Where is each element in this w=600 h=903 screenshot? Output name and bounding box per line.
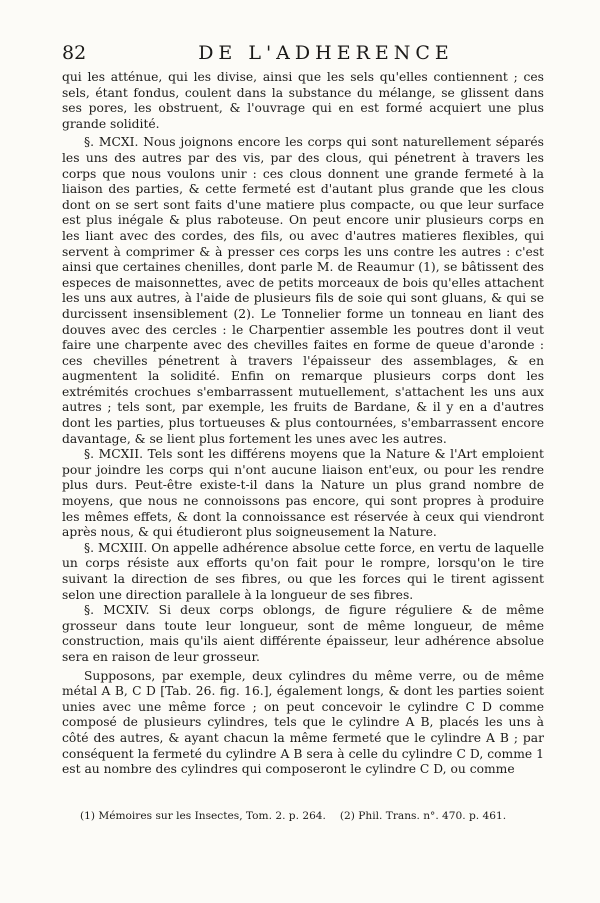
running-title: DE L'ADHERENCE [198,42,454,64]
body-text [62,70,544,778]
paragraph-supposons: Supposons, par exemple, deux cylindres du même verre, ou de même métal A B, C D [Tab. 26. fig. 16.], également longs, & dont les parties soient unies avec une même force ; on peut concevoir le cylindre C D comme composé de plusieurs cylindres, tels que le cylindre A B, placés les uns à côté des autres, & ayant chacun la même fermeté que le cylindre A B ; par conséquent la fermeté du cylindre A B sera à celle du cylindre C D, comme 1 est au nombre des cylindres qui composeront le cylindre C D, ou comme [62,668,544,777]
page-number: 82 [62,42,87,64]
footnote-1: (1) Mémoires sur les Insectes, Tom. 2. p. 264. [80,810,326,822]
paragraph-mcxi: §. MCXI. Nous joignons encore les corps qui sont naturellement séparés les uns des autres par des vis, par des clous, qui pénetrent à travers les corps que nous voulons unir : ces clous donnent une grande fermeté à la liaison des parties, & cette fermeté est d'autant plus grande que les clous dont on se sert sont faits d'une matiere plus compacte, ou que leur surface est plus inégale & plus raboteuse. On peut encore unir plusieurs corps en les liant avec des cordes, des fils, ou avec d'autres matieres flexibles, qui servent à comprimer & à presser ces corps les uns contre les autres : c'est ainsi que certaines chenilles, dont parle M. de Reaumur (1), se bâtissent des especes de maisonnettes, avec de petits morceaux de bois qu'elles attachent les uns aux autres, à l'aide de plusieurs fils de soie qui sont gluans, & qui se durcissent insensiblement (2). Le Tonnelier forme un tonneau en liant des douves avec des cercles : le Charpentier assemble les poutres dont il veut faire une charpente avec des chevilles faites en forme de queue d'aronde : ces chevilles pénetrent à travers l'épaisseur des assemblages, & en augmentent la solidité. Enfin on remarque plusieurs corps dont les extrémités crochues s'embarrassent mutuellement, s'attachent les uns aux autres ; tels sont, par exemple, les fruits de Bardane, & il y en a d'autres dont les parties, plus tortueuses & plus contournées, s'embarrassent encore davantage, & se lient plus fortement les unes avec les autres. [62,135,544,446]
footnote-2: (2) Phil. Trans. n°. 470. p. 461. [339,810,507,822]
page-header [62,40,540,66]
paragraph-continuation: qui les atténue, qui les divise, ainsi que les sels qu'elles contiennent ; ces sels, étant fondus, coulent dans la substance du mélange, se glissent dans ses pores, les obstruent, & l'ouvrage qui en est formé acquiert une plus grande solidité. [62,70,544,131]
paragraph-mcxii: §. MCXII. Tels sont les différens moyens que la Nature & l'Art emploient pour joindre les corps qui n'ont aucune liaison ent'eux, ou pour les rendre plus durs. Peut-être existe-t-il dans la Nature un plus grand nombre de moyens, que nous ne connoissons pas encore, qui sont propres à produire les mêmes effets, & dont la connoissance est réservée à ceux qui viendront après nous, & qui étudieront plus soigneusement la Nature. [62,447,544,540]
footnotes [80,809,540,823]
paragraph-mcxiii: §. MCXIII. On appelle adhérence absolue cette force, en vertu de laquelle un corps résiste aux efforts qu'on fait pour le rompre, lorsqu'on le tire suivant la direction de ses fibres, ou que les forces qui le tirent agissent selon une direction parallele à la longueur de ses fibres. [62,540,544,602]
footnote-divider [62,807,544,808]
paragraph-mcxiv: §. MCXIV. Si deux corps oblongs, de figure réguliere & de même grosseur dans toute leur longueur, sont de même longueur, de même construction, mais qu'ils aient différente épaisseur, leur adhérence absolue sera en raison de leur grosseur. [62,603,544,664]
